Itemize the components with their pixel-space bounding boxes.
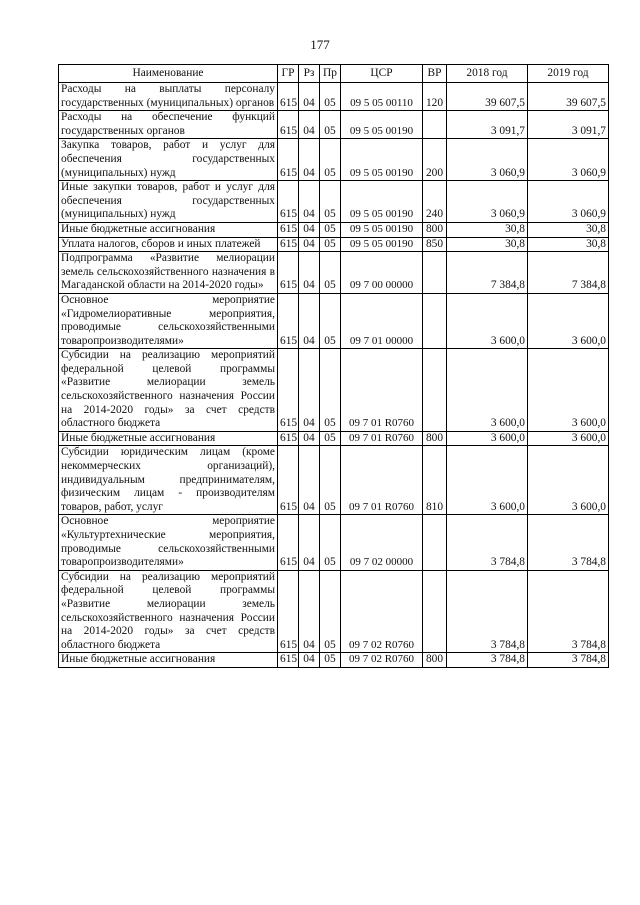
cell-vr <box>423 111 447 139</box>
cell-vr: 200 <box>423 139 447 181</box>
cell-pr: 05 <box>320 653 341 668</box>
cell-pr: 05 <box>320 237 341 252</box>
cell-rz: 04 <box>299 349 320 432</box>
table-row <box>59 653 609 668</box>
cell-csr: 09 7 01 R0760 <box>341 446 423 515</box>
cell-2019: 3 600,0 <box>528 349 609 432</box>
cell-vr: 800 <box>423 653 447 668</box>
cell-name: Субсидии юридическим лицам (кроме некоммерческих организаций), индивидуальным предпринимателям, физическим лицам - производителям товаров, работ, услуг <box>59 446 278 515</box>
cell-csr: 09 7 02 R0760 <box>341 570 423 653</box>
cell-2019: 30,8 <box>528 237 609 252</box>
cell-pr: 05 <box>320 181 341 223</box>
cell-rz: 04 <box>299 570 320 653</box>
page-number: 177 <box>310 37 330 52</box>
cell-csr: 09 5 05 00190 <box>341 237 423 252</box>
cell-gr: 615 <box>278 111 299 139</box>
cell-rz: 04 <box>299 237 320 252</box>
cell-2019: 3 784,8 <box>528 515 609 570</box>
header-csr: ЦСР <box>341 65 423 83</box>
cell-csr: 09 7 01 R0760 <box>341 431 423 446</box>
table-row <box>59 515 609 570</box>
cell-gr: 615 <box>278 293 299 348</box>
header-pr: Пр <box>320 65 341 83</box>
cell-name: Иные бюджетные ассигнования <box>59 653 278 668</box>
cell-name: Основное мероприятие «Культуртехнические мероприятия, проводимые сельскохозяйственными товаропроизводителями» <box>59 515 278 570</box>
table-row <box>59 570 609 653</box>
cell-2019: 30,8 <box>528 222 609 237</box>
cell-gr: 615 <box>278 139 299 181</box>
cell-rz: 04 <box>299 252 320 294</box>
cell-vr <box>423 252 447 294</box>
cell-gr: 615 <box>278 431 299 446</box>
cell-name: Расходы на выплаты персоналу государственных (муниципальных) органов <box>59 83 278 111</box>
cell-gr: 615 <box>278 570 299 653</box>
cell-name: Субсидии на реализацию мероприятий федеральной целевой программы «Развитие мелиорации земель сельскохозяйственного назначения России на 2014-2020 годы» за счет средств областного бюджета <box>59 570 278 653</box>
cell-csr: 09 5 05 00190 <box>341 139 423 181</box>
cell-csr: 09 7 00 00000 <box>341 252 423 294</box>
cell-rz: 04 <box>299 515 320 570</box>
cell-pr: 05 <box>320 111 341 139</box>
cell-pr: 05 <box>320 446 341 515</box>
cell-pr: 05 <box>320 515 341 570</box>
cell-2019: 3 600,0 <box>528 431 609 446</box>
cell-name: Иные бюджетные ассигнования <box>59 222 278 237</box>
header-name: Наименование <box>59 65 278 83</box>
cell-name: Иные бюджетные ассигнования <box>59 431 278 446</box>
cell-2019: 7 384,8 <box>528 252 609 294</box>
cell-csr: 09 7 02 R0760 <box>341 653 423 668</box>
cell-2019: 39 607,5 <box>528 83 609 111</box>
cell-name: Основное мероприятие «Гидромелиоративные мероприятия, проводимые сельскохозяйственными товаропроизводителями» <box>59 293 278 348</box>
cell-2019: 3 784,8 <box>528 653 609 668</box>
cell-name: Закупка товаров, работ и услуг для обеспечения государственных (муниципальных) нужд <box>59 139 278 181</box>
cell-gr: 615 <box>278 181 299 223</box>
cell-2018: 3 784,8 <box>447 570 528 653</box>
cell-rz: 04 <box>299 181 320 223</box>
cell-2018: 7 384,8 <box>447 252 528 294</box>
cell-2019: 3 784,8 <box>528 570 609 653</box>
cell-vr <box>423 349 447 432</box>
cell-2018: 3 600,0 <box>447 349 528 432</box>
cell-csr: 09 5 05 00190 <box>341 222 423 237</box>
cell-vr <box>423 515 447 570</box>
cell-csr: 09 5 05 00190 <box>341 181 423 223</box>
cell-gr: 615 <box>278 515 299 570</box>
budget-table <box>58 64 609 668</box>
cell-vr: 120 <box>423 83 447 111</box>
cell-rz: 04 <box>299 83 320 111</box>
cell-rz: 04 <box>299 446 320 515</box>
cell-2018: 30,8 <box>447 237 528 252</box>
cell-vr: 800 <box>423 431 447 446</box>
cell-name: Иные закупки товаров, работ и услуг для обеспечения государственных (муниципальных) нужд <box>59 181 278 223</box>
cell-csr: 09 7 01 R0760 <box>341 349 423 432</box>
table-row <box>59 111 609 139</box>
cell-rz: 04 <box>299 293 320 348</box>
cell-2019: 3 060,9 <box>528 181 609 223</box>
cell-pr: 05 <box>320 349 341 432</box>
cell-2018: 3 091,7 <box>447 111 528 139</box>
cell-pr: 05 <box>320 83 341 111</box>
cell-2018: 3 060,9 <box>447 181 528 223</box>
table-header-row <box>59 65 609 83</box>
cell-pr: 05 <box>320 570 341 653</box>
cell-vr: 240 <box>423 181 447 223</box>
cell-gr: 615 <box>278 252 299 294</box>
cell-2019: 3 600,0 <box>528 293 609 348</box>
cell-pr: 05 <box>320 222 341 237</box>
cell-vr <box>423 293 447 348</box>
cell-rz: 04 <box>299 139 320 181</box>
cell-vr: 810 <box>423 446 447 515</box>
cell-name: Подпрограмма «Развитие мелиорации земель сельскохозяйственного назначения в Магаданской области на 2014-2020 годы» <box>59 252 278 294</box>
table-row <box>59 252 609 294</box>
cell-2018: 3 600,0 <box>447 431 528 446</box>
cell-rz: 04 <box>299 111 320 139</box>
cell-gr: 615 <box>278 653 299 668</box>
cell-2018: 30,8 <box>447 222 528 237</box>
header-gr: ГР <box>278 65 299 83</box>
cell-2018: 3 784,8 <box>447 515 528 570</box>
table-row <box>59 446 609 515</box>
cell-2018: 3 600,0 <box>447 446 528 515</box>
table-row <box>59 181 609 223</box>
cell-csr: 09 7 02 00000 <box>341 515 423 570</box>
cell-gr: 615 <box>278 222 299 237</box>
cell-vr <box>423 570 447 653</box>
cell-pr: 05 <box>320 293 341 348</box>
table-body <box>59 83 609 668</box>
table-row <box>59 293 609 348</box>
cell-rz: 04 <box>299 653 320 668</box>
cell-2018: 3 060,9 <box>447 139 528 181</box>
cell-csr: 09 5 05 00110 <box>341 83 423 111</box>
header-2019: 2019 год <box>528 65 609 83</box>
cell-2018: 3 784,8 <box>447 653 528 668</box>
cell-name: Субсидии на реализацию мероприятий федеральной целевой программы «Развитие мелиорации земель сельскохозяйственного назначения России на 2014-2020 годы» за счет средств областного бюджета <box>59 349 278 432</box>
header-rz: Рз <box>299 65 320 83</box>
cell-pr: 05 <box>320 139 341 181</box>
header-vr: ВР <box>423 65 447 83</box>
cell-2019: 3 060,9 <box>528 139 609 181</box>
cell-2019: 3 600,0 <box>528 446 609 515</box>
cell-vr: 800 <box>423 222 447 237</box>
cell-2018: 3 600,0 <box>447 293 528 348</box>
table-row <box>59 349 609 432</box>
cell-csr: 09 5 05 00190 <box>341 111 423 139</box>
cell-2019: 3 091,7 <box>528 111 609 139</box>
cell-name: Расходы на обеспечение функций государственных органов <box>59 111 278 139</box>
table-row <box>59 139 609 181</box>
cell-rz: 04 <box>299 222 320 237</box>
table-row <box>59 431 609 446</box>
cell-gr: 615 <box>278 349 299 432</box>
header-2018: 2018 год <box>447 65 528 83</box>
cell-name: Уплата налогов, сборов и иных платежей <box>59 237 278 252</box>
cell-vr: 850 <box>423 237 447 252</box>
cell-gr: 615 <box>278 237 299 252</box>
cell-pr: 05 <box>320 431 341 446</box>
cell-rz: 04 <box>299 431 320 446</box>
table-row <box>59 83 609 111</box>
table-row <box>59 222 609 237</box>
cell-2018: 39 607,5 <box>447 83 528 111</box>
cell-gr: 615 <box>278 446 299 515</box>
cell-csr: 09 7 01 00000 <box>341 293 423 348</box>
cell-pr: 05 <box>320 252 341 294</box>
table-row <box>59 237 609 252</box>
cell-gr: 615 <box>278 83 299 111</box>
